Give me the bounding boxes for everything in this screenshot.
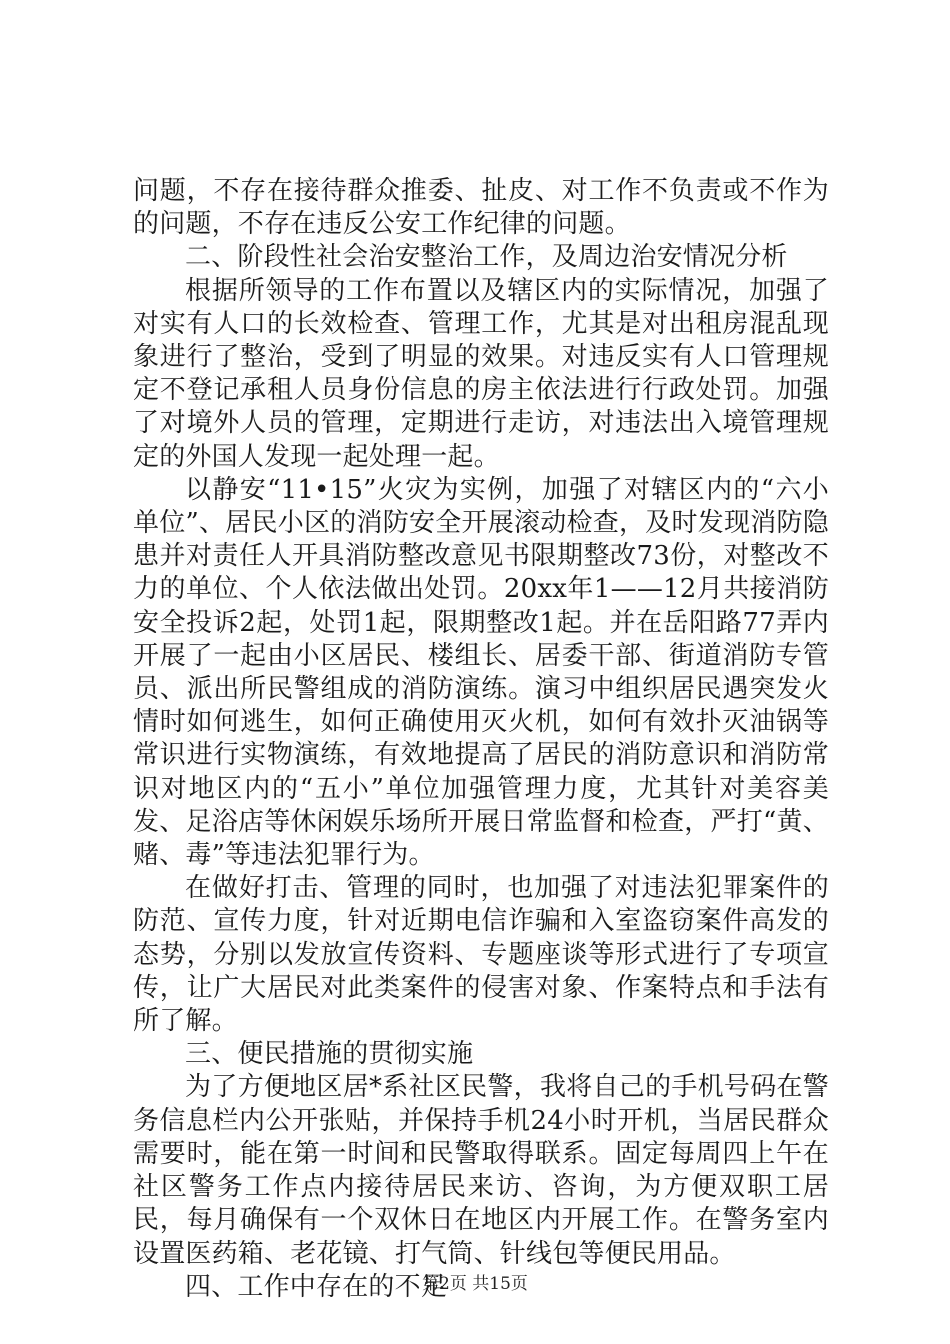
paragraph-fire-safety: 以静安“11•15”火灾为实例，加强了对辖区内的“六小单位”、居民小区的消防安全开展滚动检查，及时发现消防隐患并对责任人开具消防整改意见书限期整改73份，对整改不力的单位、个人依法做出处罚。20xx年1——12月共接消防安全投诉2起，处罚1起，限期整改1起。并在岳阳路77弄内开展了一起由小区居民、楼组长、居委干部、街道消防专管员、派出所民警组成的消防演练。演习中组织居民遇突发火情时如何逃生，如何正确使用灭火机，如何有效扑灭油锅等常识进行实物演练，有效地提高了居民的消防意识和消防常识对地区内的“五小”单位加强管理力度，尤其针对美容美发、足浴店等休闲娱乐场所开展日常监督和检查，严打“黄、赌、毒”等违法犯罪行为。 — [133, 474, 829, 871]
page-footer — [0, 1269, 950, 1294]
paragraph-population-management: 根据所领导的工作布置以及辖区内的实际情况，加强了对实有人口的长效检查、管理工作，尤其是对出租房混乱现象进行了整治，受到了明显的效果。对违反实有人口管理规定不登记承租人员身份信息的房主依法进行行政处罚。加强了对境外人员的管理，定期进行走访，对违法出入境管理规定的外国人发现一起处理一起。 — [133, 275, 829, 472]
page-number: 第2页 共15页 — [422, 1274, 528, 1294]
paragraph-crime-prevention: 在做好打击、管理的同时，也加强了对违法犯罪案件的防范、宣传力度，针对近期电信诈骗和入室盗窃案件高发的态势，分别以发放宣传资料、专题座谈等形式进行了专项宣传，让广大居民对此类案件的侵害对象、作案特点和手法有所了解。 — [133, 873, 829, 1037]
document-body — [133, 175, 829, 1304]
paragraph-convenience-measures: 为了方便地区居*系社区民警，我将自己的手机号码在警务信息栏内公开张贴，并保持手机24小时开机，当居民群众需要时，能在第一时间和民警取得联系。固定每周四上午在社区警务工作点内接待居民来访、咨询，为方便双职工居民，每月确保有一个双休日在地区内开展工作。在警务室内设置医药箱、老花镜、打气筒、针线包等便民用品。 — [133, 1072, 829, 1269]
section-heading-4: 四、工作中存在的不足 — [185, 1271, 448, 1302]
section-heading-3: 三、便民措施的贯彻实施 — [185, 1039, 474, 1070]
section-heading-2: 二、阶段性社会治安整治工作，及周边治安情况分析 — [185, 242, 788, 273]
paragraph-continuation: 问题，不存在接待群众推委、扯皮、对工作不负责或不作为的问题，不存在违反公安工作纪律的问题。 — [133, 176, 829, 240]
